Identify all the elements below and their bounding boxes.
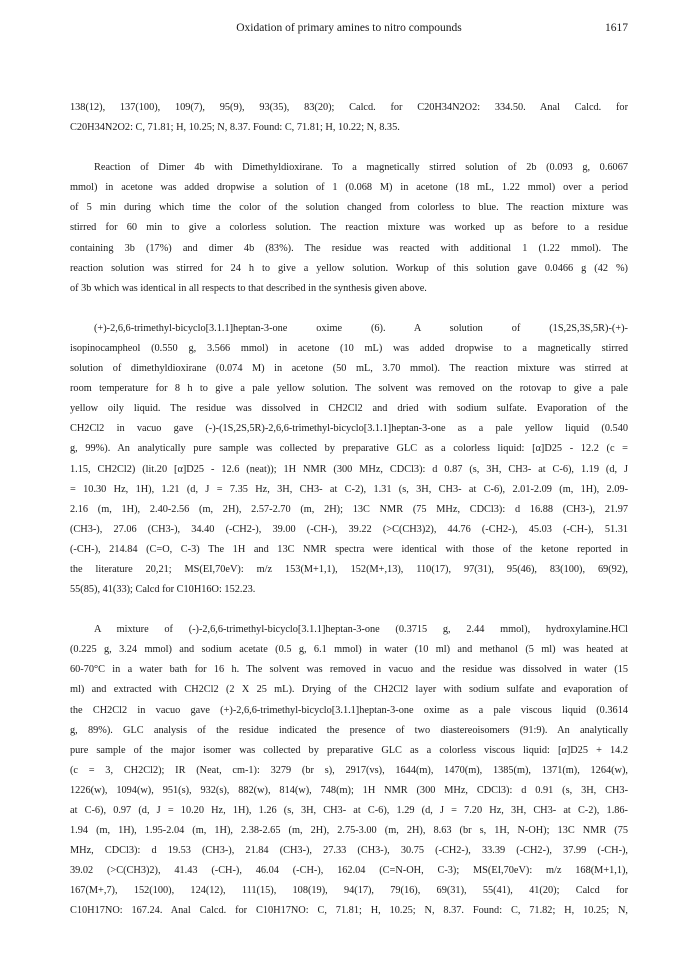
text-line: mmol) in acetone was added dropwise a solution of 1 (0.068 M) in acetone (18 mL, 1.22 mmol) over a period: [70, 182, 628, 194]
text-line: isopinocampheol (0.550 g, 3.566 mmol) in acetone (10 mL) was added dropwise to a magnetically stirred: [70, 342, 628, 354]
text-line: (0.225 g, 3.24 mmol) and sodium acetate (0.5 g, 6.1 mmol) in water (10 ml) and methanol (5 ml) was heated at: [70, 644, 628, 656]
text-line: the CH2Cl2 in vacuo gave (+)-2,6,6-trimethyl-bicyclo[3.1.1]heptan-3-one oxime as a pale viscous liquid (0.3614: [70, 704, 628, 716]
paragraph-oxime-synthesis: [70, 319, 628, 600]
text-line: ml) and extracted with CH2Cl2 (2 X 25 mL). Drying of the CH2Cl2 layer with sodium sulfate and evaporation of: [70, 684, 628, 696]
paragraph-oxime-mixture: [70, 620, 628, 921]
text-line: 167(M+,7), 152(100), 124(12), 111(15), 108(19), 94(17), 79(16), 69(31), 55(41), 41(20); Calcd for: [70, 885, 628, 897]
text-line: 2.16 (m, 1H), 2.40-2.56 (m, 2H), 2.57-2.70 (m, 2H); 13C NMR (75 MHz, CDCl3): d 16.88 (CH3-), 21.97: [70, 503, 628, 515]
text-line: yellow oily liquid. The residue was dissolved in CH2Cl2 and dried with sodium sulfate. Evaporation of the: [70, 403, 628, 415]
text-line: the literature 20,21; MS(EI,70eV): m/z 153(M+1,1), 152(M+,13), 110(17), 97(31), 95(46), 83(100), 69(92),: [70, 563, 628, 575]
text-line: g, 99%). An analytically pure sample was collected by preparative GLC as a colorless liquid: [α]D25 - 12.2 (c =: [70, 443, 628, 455]
text-line: pure sample of the major isomer was collected by preparative GLC as a colorless viscous liquid: [α]D25 + 14.2: [70, 744, 628, 756]
text-line: (+)-2,6,6-trimethyl-bicyclo[3.1.1]heptan-3-one oxime (6). A solution of (1S,2S,3S,5R)-(+)-: [94, 322, 628, 334]
text-line: stirred for 60 min to give a colorless solution. The reaction mixture was worked up as before to a residue: [70, 222, 628, 234]
text-line: 138(12), 137(100), 109(7), 95(9), 93(35), 83(20); Calcd. for C20H34N2O2: 334.50. Anal Calcd. for: [70, 102, 628, 113]
text-line: 1.15, CH2Cl2) (lit.20 [α]D25 - 12.6 (neat)); 1H NMR (300 MHz, CDCl3): d 0.87 (s, 3H, CH3- at C-6), 1.19 (d, J: [70, 463, 628, 475]
running-title: Oxidation of primary amines to nitro compounds: [236, 22, 462, 34]
text-line: 55(85), 41(33); Calcd for C10H16O: 152.23.: [70, 584, 256, 596]
text-line: 39.02 (>C(CH3)2), 41.43 (-CH-), 46.04 (-CH-), 162.04 (C=N-OH, C-3); MS(EI,70eV): m/z 168(M+1,1),: [70, 865, 628, 877]
article-body: [70, 98, 628, 922]
text-line: solution of dimethyldioxirane (0.074 M) in acetone (50 mL, 3.70 mmol). The reaction mixture was stirred at: [70, 363, 628, 375]
text-line: = 10.30 Hz, 1H), 1.21 (d, J = 7.35 Hz, 3H, CH3- at C-2), 1.31 (s, 3H, CH3- at C-6), 2.01-2.09 (m, 1H), 2.09-: [70, 483, 628, 495]
page-number: 1617: [605, 22, 628, 34]
text-line: (CH3-), 27.06 (CH3-), 34.40 (-CH2-), 39.00 (-CH-), 39.22 (>C(CH3)2), 44.76 (-CH2-), 45.03 (-CH-), 51.31: [70, 523, 628, 535]
paragraph-analysis-continued: [70, 98, 628, 138]
text-line: 1.94 (m, 1H), 1.95-2.04 (m, 1H), 2.38-2.65 (m, 2H), 2.75-3.00 (m, 2H), 8.63 (br s, 1H, N-OH); 13C NMR (75: [70, 825, 628, 837]
text-line: (c = 3, CH2Cl2); IR (Neat, cm-1): 3279 (br s), 2917(vs), 1644(m), 1470(m), 1385(m), 1371(m), 1264(w),: [70, 764, 628, 776]
text-line: C10H17NO: 167.24. Anal Calcd. for C10H17NO: C, 71.81; H, 10.25; N, 8.37. Found: C, 71.82; H, 10.25; N,: [70, 905, 628, 917]
running-header: [70, 22, 628, 40]
text-line: A mixture of (-)-2,6,6-trimethyl-bicyclo[3.1.1]heptan-3-one (0.3715 g, 2.44 mmol), hydroxylamine.HCl: [94, 624, 628, 636]
text-line: g, 89%). GLC analysis of the residue indicated the presence of two diastereoisomers (91:9). An analytically: [70, 724, 628, 736]
text-line: Reaction of Dimer 4b with Dimethyldioxirane. To a magnetically stirred solution of 2b (0.093 g, 0.6067: [94, 162, 628, 174]
text-line: reaction solution was stirred for 24 h to give a yellow solution. Workup of this solution gave 0.0466 g (42 %): [70, 262, 628, 274]
text-line: MHz, CDCl3): d 19.53 (CH3-), 21.84 (CH3-), 27.33 (CH3-), 30.75 (-CH2-), 33.39 (-CH2-), 37.99 (-CH-),: [70, 845, 628, 857]
text-line: room temperature for 8 h to give a pale yellow solution. The solvent was removed on the rotovap to give a pale: [70, 383, 628, 395]
text-line: at C-6), 0.97 (d, J = 10.20 Hz, 1H), 1.26 (s, 3H, CH3- at C-6), 1.29 (d, J = 7.20 Hz, 3H, CH3- at C-2), 1.86-: [70, 805, 628, 816]
text-line: of 5 min during which time the color of the solution changed from colorless to blue. The reaction mixture was: [70, 202, 628, 214]
paragraph-dimer-reaction: [70, 158, 628, 299]
text-line: containing 3b (17%) and dimer 4b (83%). The residue was reacted with additional 1 (1.22 mmol). The: [70, 242, 628, 254]
text-line: 60-70°C in a water bath for 16 h. The solvent was removed in vacuo and the residue was dissolved in water (15: [70, 664, 628, 676]
text-line: CH2Cl2 in vacuo gave (-)-(1S,2S,5R)-2,6,6-trimethyl-bicyclo[3.1.1]heptan-3-one as a pale yellow liquid (0.540: [70, 423, 628, 435]
text-line: of 3b which was identical in all respects to that described in the synthesis given above.: [70, 282, 427, 294]
text-line: (-CH-), 214.84 (C=O, C-3) The 1H and 13C NMR spectra were identical with those of the ketone reported in: [70, 543, 628, 555]
text-line: C20H34N2O2: C, 71.81; H, 10.25; N, 8.37. Found: C, 71.81; H, 10.22; N, 8.35.: [70, 122, 400, 134]
text-line: 1226(w), 1094(w), 951(s), 932(s), 882(w), 814(w), 748(m); 1H NMR (300 MHz, CDCl3): d 0.91 (s, 3H, CH3-: [70, 784, 628, 796]
